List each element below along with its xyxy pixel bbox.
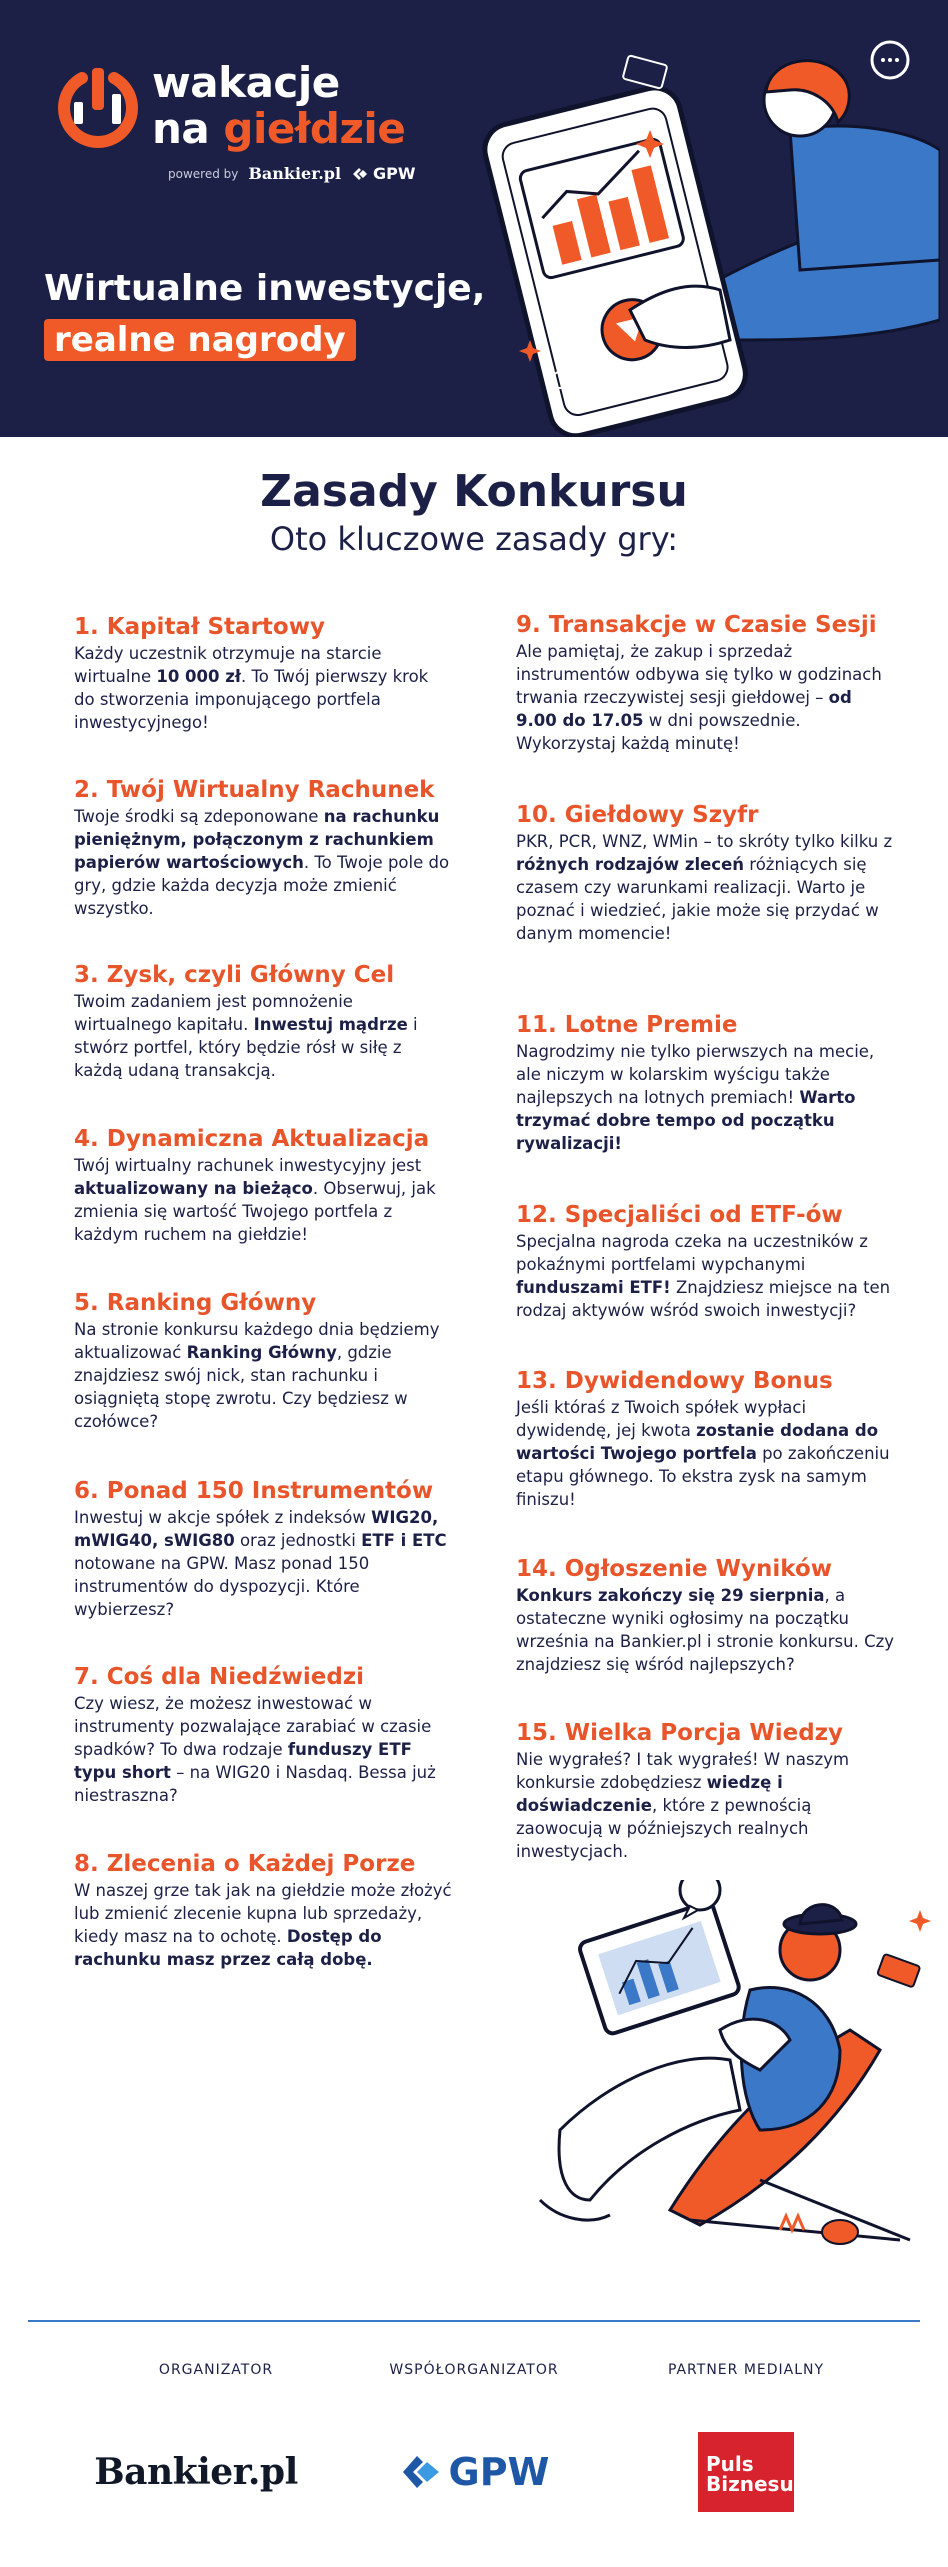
rule-text: Czy wiesz, że możesz inwestować w instrumenty pozwalające zarabiać w czasie spadków? To dwa rodzaje funduszy ETF typu short – na WIG20 i Nasdaq. Bessa już niestraszna? bbox=[74, 1694, 436, 1805]
rule-text-emphasis: od 9.00 do 17.05 bbox=[516, 688, 852, 730]
woman-with-phone-illustration bbox=[470, 40, 940, 437]
man-with-laptop-illustration bbox=[520, 1880, 940, 2260]
rules-subtitle: Oto kluczowe zasady gry: bbox=[269, 520, 679, 558]
rule-text: Twój wirtualny rachunek inwestycyjny jest aktualizowany na bieżąco. Obserwuj, jak zmienia się wartość Twojego portfela z każdym ruchem na giełdzie! bbox=[74, 1156, 436, 1244]
hero-banner bbox=[0, 0, 948, 437]
rule-text: Konkurs zakończy się 29 sierpnia, a ostateczne wyniki ogłosimy na początku września na Bankier.pl i stronie konkursu. Czy znajdziesz się wśród najlepszych? bbox=[516, 1586, 895, 1674]
gpw-small-logo: GPW bbox=[351, 164, 416, 183]
rule-title: 10. Giełdowy Szyfr bbox=[516, 802, 759, 828]
rule-item-7 bbox=[74, 1662, 454, 1807]
rule-item-13 bbox=[516, 1366, 896, 1511]
rule-text: Nagrodzimy nie tylko pierwszych na mecie, ale niczym w kolarskim wyścigu także najlepszych na lotnych premiach! Warto trzymać dobre tempo od początku rywalizacji! bbox=[516, 1042, 875, 1153]
logo-line1: wakacje bbox=[152, 58, 340, 107]
rule-text: Specjalna nagroda czeka na uczestników z pokaźnymi portfelami wypchanymi funduszami ETF! Znajdziesz miejsce na ten rodzaj aktywów wśród swoich inwestycji? bbox=[516, 1232, 891, 1320]
rule-item-14 bbox=[516, 1554, 896, 1676]
rule-text-emphasis: na rachunku pieniężnym, połączonym z rachunkiem papierów wartościowych bbox=[74, 807, 440, 872]
rule-item-6 bbox=[74, 1476, 454, 1621]
rule-text-emphasis: Inwestuj mądrze bbox=[253, 1015, 408, 1034]
puls-biznesu-logo[interactable]: Puls Biznesu bbox=[616, 2432, 876, 2512]
rule-text: PKR, PCR, WNZ, WMin – to skróty tylko kilku z różnych rodzajów zleceń różniących się czasem czy warunkami realizacji. Warto je poznać i wiedzieć, jakie może się przydać w danym momencie! bbox=[516, 832, 893, 943]
rule-text-emphasis: aktualizowany na bieżąco bbox=[74, 1179, 313, 1198]
rule-text: Na stronie konkursu każdego dnia będziemy aktualizować Ranking Główny, gdzie znajdziesz swój nick, stan rachunku i osiągniętą stopę zwrotu. Czy będziesz w czołówce? bbox=[74, 1320, 440, 1431]
rule-text: Twoje środki są zdeponowane na rachunku pieniężnym, połączonym z rachunkiem papierów wartościowych. To Twoje pole do gry, gdzie każda decyzja może zmienić wszystko. bbox=[74, 807, 450, 918]
rule-title: 13. Dywidendowy Bonus bbox=[516, 1368, 833, 1394]
rule-text-emphasis: zostanie dodana do wartości Twojego portfela bbox=[516, 1421, 879, 1463]
coorganizer-label: WSPÓŁORGANIZATOR bbox=[389, 2362, 559, 2378]
rules-header bbox=[0, 465, 948, 559]
rule-text-emphasis: WIG20, mWIG40, sWIG80 bbox=[74, 1508, 439, 1550]
rule-title: 3. Zysk, czyli Główny Cel bbox=[74, 962, 395, 988]
rule-text-emphasis: Warto trzymać dobre tempo od początku rywalizacji! bbox=[516, 1088, 856, 1153]
rule-item-9 bbox=[516, 610, 896, 755]
hero-title-line1: Wirtualne inwestycje, bbox=[44, 268, 486, 309]
rule-title: 11. Lotne Premie bbox=[516, 1012, 738, 1038]
rule-text-emphasis: różnych rodzajów zleceń bbox=[516, 855, 745, 874]
rules-title: Zasady Konkursu bbox=[260, 466, 688, 517]
hero-title bbox=[44, 265, 485, 361]
rule-title: 2. Twój Wirtualny Rachunek bbox=[74, 777, 435, 803]
rule-text: W naszej grze tak jak na giełdzie może złożyć lub zmienić zlecenie kupna lub sprzedaży, kiedy masz na to ochotę. Dostęp do rachunku masz przez całą dobę. bbox=[74, 1881, 452, 1969]
rule-item-15 bbox=[516, 1718, 896, 1863]
rule-text: Nie wygrałeś? I tak wygrałeś! W naszym konkursie zdobędziesz wiedzę i doświadczenie, które z pewnością zaowocują w późniejszych realnych inwestycjach. bbox=[516, 1750, 850, 1861]
rule-title: 6. Ponad 150 Instrumentów bbox=[74, 1478, 434, 1504]
gpw-logo[interactable]: GPW bbox=[344, 2432, 604, 2512]
rule-item-1 bbox=[74, 612, 454, 734]
rule-item-8 bbox=[74, 1849, 454, 1971]
logo-line2a: na bbox=[152, 104, 224, 153]
hero-title-line2: realne nagrody bbox=[44, 319, 356, 361]
rule-item-4 bbox=[74, 1124, 454, 1246]
logo-line2b: giełdzie bbox=[223, 104, 406, 153]
rule-item-11 bbox=[516, 1010, 896, 1155]
rule-item-2 bbox=[74, 775, 454, 920]
rule-item-10 bbox=[516, 800, 896, 945]
logo-wordmark bbox=[152, 60, 405, 152]
rule-title: 4. Dynamiczna Aktualizacja bbox=[74, 1126, 430, 1152]
power-logo-icon bbox=[52, 64, 144, 156]
rule-text: Każdy uczestnik otrzymuje na starcie wirtualne 10 000 zł. To Twój pierwszy krok do stworzenia imponującego portfela inwestycyjnego! bbox=[74, 644, 429, 732]
rule-text-emphasis: Ranking Główny bbox=[186, 1343, 337, 1362]
rule-text-emphasis: Konkurs zakończy się 29 sierpnia bbox=[516, 1586, 825, 1605]
rule-title: 15. Wielka Porcja Wiedzy bbox=[516, 1720, 844, 1746]
rule-text-emphasis: funduszy ETF typu short bbox=[74, 1740, 412, 1782]
rule-text: Inwestuj w akcje spółek z indeksów WIG20, mWIG40, sWIG80 oraz jednostki ETF i ETC notowane na GPW. Masz ponad 150 instrumentów do dyspozycji. Które wybierzesz? bbox=[74, 1508, 447, 1619]
bankier-logo[interactable]: Bankier.pl bbox=[94, 2451, 298, 2493]
rule-title: 1. Kapitał Startowy bbox=[74, 614, 325, 640]
rule-text-emphasis: funduszami ETF! bbox=[516, 1278, 671, 1297]
rule-title: 5. Ranking Główny bbox=[74, 1290, 317, 1316]
footer-divider bbox=[28, 2320, 920, 2322]
wakacje-na-gieldzie-logo bbox=[52, 60, 432, 200]
powered-by bbox=[168, 164, 416, 183]
rule-text-emphasis: Dostęp do rachunku masz przez całą dobę. bbox=[74, 1927, 382, 1969]
gpw-mark-icon bbox=[399, 2452, 443, 2492]
rule-title: 12. Specjaliści od ETF-ów bbox=[516, 1202, 843, 1228]
rule-item-12 bbox=[516, 1200, 896, 1322]
rule-text-emphasis: ETF i ETC bbox=[361, 1531, 447, 1550]
gpw-mark-icon bbox=[351, 166, 369, 182]
bankier-small-logo: Bankier.pl bbox=[248, 164, 342, 183]
rule-text-emphasis: wiedzę i doświadczenie bbox=[516, 1773, 783, 1815]
powered-by-label: powered by bbox=[168, 166, 239, 181]
rule-title: 8. Zlecenia o Każdej Porze bbox=[74, 1851, 416, 1877]
rule-title: 14. Ogłoszenie Wyników bbox=[516, 1556, 832, 1582]
rule-title: 7. Coś dla Niedźwiedzi bbox=[74, 1664, 365, 1690]
media-partner-label: PARTNER MEDIALNY bbox=[667, 2362, 825, 2378]
rule-text: Jeśli któraś z Twoich spółek wypłaci dywidendę, jej kwota zostanie dodana do wartości Twojego portfela po zakończeniu etapu głównego. To ekstra zysk na samym finiszu! bbox=[516, 1398, 890, 1509]
rule-text: Ale pamiętaj, że zakup i sprzedaż instrumentów odbywa się tylko w godzinach trwania rzeczywistej sesji giełdowej – od 9.00 do 17.05 w dni powszednie. Wykorzystaj każdą minutę! bbox=[516, 642, 882, 753]
rule-text-emphasis: 10 000 zł bbox=[156, 667, 241, 686]
rule-title: 9. Transakcje w Czasie Sesji bbox=[516, 612, 877, 638]
rule-text: Twoim zadaniem jest pomnożenie wirtualnego kapitału. Inwestuj mądrze i stwórz portfel, który będzie rósł w siłę z każdą udaną transakcją. bbox=[74, 992, 418, 1080]
organizer-label: ORGANIZATOR bbox=[158, 2362, 274, 2378]
rule-item-5 bbox=[74, 1288, 454, 1433]
rule-item-3 bbox=[74, 960, 454, 1082]
